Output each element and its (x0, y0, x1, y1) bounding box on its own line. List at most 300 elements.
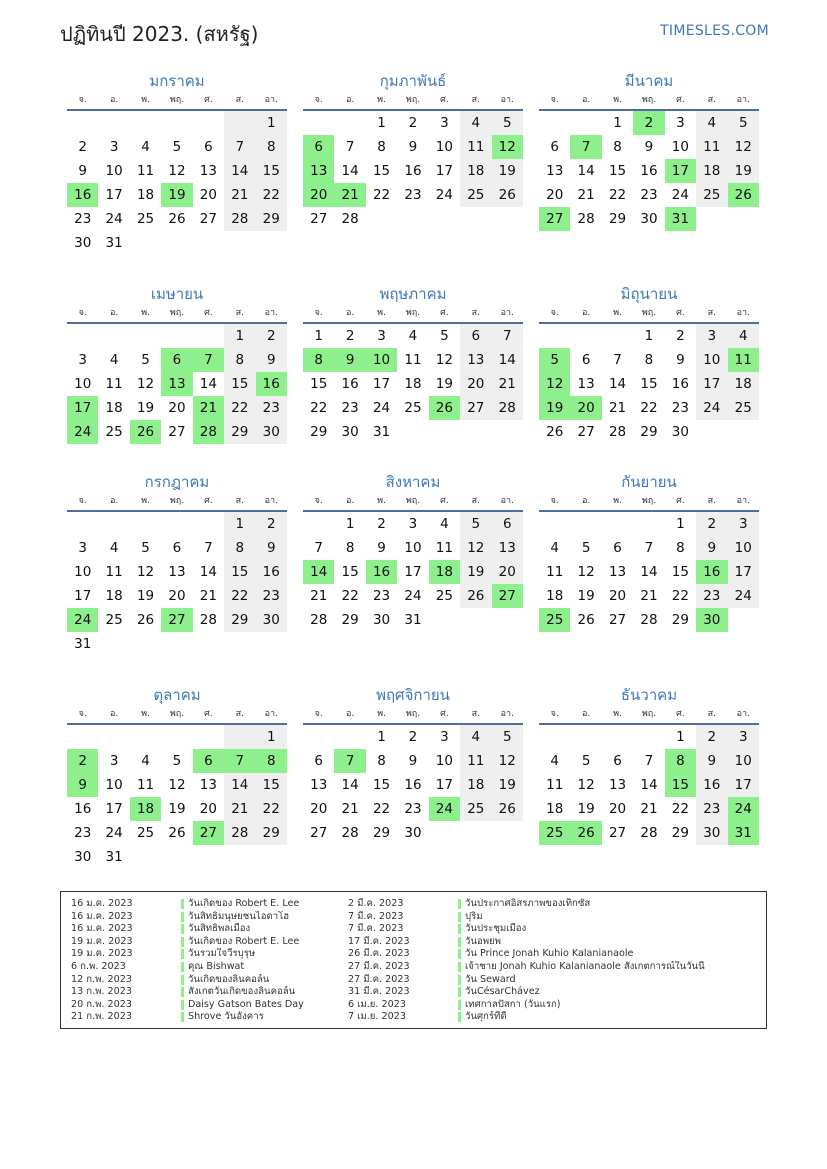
holiday-day-cell[interactable]: 12 (539, 372, 570, 396)
day-cell[interactable]: 11 (105, 376, 123, 392)
day-cell[interactable]: 31 (372, 424, 391, 440)
day-cell[interactable]: 16 (341, 376, 359, 392)
holiday-day-cell[interactable]: 16 (366, 560, 397, 584)
day-cell[interactable]: 6 (492, 512, 523, 536)
day-cell[interactable]: 21 (577, 187, 595, 203)
day-cell[interactable]: 18 (696, 159, 727, 183)
day-cell[interactable]: 20 (199, 801, 217, 817)
day-cell[interactable]: 23 (404, 801, 422, 817)
day-cell[interactable]: 14 (577, 163, 595, 179)
day-cell[interactable]: 1 (377, 115, 386, 131)
day-cell[interactable]: 8 (345, 540, 355, 556)
holiday-day-cell[interactable]: 25 (539, 821, 570, 845)
day-cell[interactable]: 20 (168, 588, 186, 604)
day-cell[interactable]: 18 (728, 372, 759, 396)
day-cell[interactable]: 12 (136, 564, 155, 580)
holiday-day-cell[interactable]: 27 (161, 608, 192, 632)
day-cell[interactable]: 28 (341, 825, 359, 841)
day-cell[interactable]: 31 (105, 235, 123, 251)
day-cell[interactable]: 10 (728, 536, 759, 560)
day-cell[interactable]: 20 (168, 400, 186, 416)
day-cell[interactable]: 2 (256, 512, 287, 536)
day-cell[interactable]: 26 (136, 612, 155, 628)
day-cell[interactable]: 28 (492, 396, 523, 420)
day-cell[interactable]: 19 (728, 159, 759, 183)
day-cell[interactable]: 11 (460, 135, 491, 159)
day-cell[interactable]: 2 (696, 725, 727, 749)
day-cell[interactable]: 10 (671, 139, 689, 155)
day-cell[interactable]: 5 (172, 753, 182, 769)
day-cell[interactable]: 27 (608, 825, 627, 841)
day-cell[interactable]: 31 (404, 612, 422, 628)
holiday-day-cell[interactable]: 6 (193, 749, 224, 773)
day-cell[interactable]: 22 (671, 801, 689, 817)
day-cell[interactable]: 12 (435, 352, 453, 368)
day-cell[interactable]: 11 (435, 540, 453, 556)
day-cell[interactable]: 3 (109, 139, 119, 155)
day-cell[interactable]: 15 (256, 159, 287, 183)
day-cell[interactable]: 8 (377, 753, 386, 769)
day-cell[interactable]: 16 (404, 777, 422, 793)
day-cell[interactable]: 26 (460, 584, 491, 608)
day-cell[interactable]: 9 (408, 753, 418, 769)
day-cell[interactable]: 23 (74, 825, 92, 841)
day-cell[interactable]: 4 (460, 111, 491, 135)
holiday-day-cell[interactable]: 19 (539, 396, 570, 420)
day-cell[interactable]: 1 (644, 328, 654, 344)
day-cell[interactable]: 28 (199, 612, 217, 628)
day-cell[interactable]: 23 (696, 797, 727, 821)
day-cell[interactable]: 6 (613, 540, 622, 556)
day-cell[interactable]: 1 (314, 328, 323, 344)
day-cell[interactable]: 21 (199, 588, 217, 604)
day-cell[interactable]: 9 (256, 536, 287, 560)
holiday-day-cell[interactable]: 26 (728, 183, 759, 207)
day-cell[interactable]: 29 (671, 612, 689, 628)
day-cell[interactable]: 25 (460, 797, 491, 821)
day-cell[interactable]: 28 (224, 207, 255, 231)
day-cell[interactable]: 27 (608, 612, 627, 628)
day-cell[interactable]: 15 (224, 560, 255, 584)
day-cell[interactable]: 4 (550, 540, 559, 556)
day-cell[interactable]: 11 (546, 777, 564, 793)
day-cell[interactable]: 21 (640, 801, 658, 817)
day-cell[interactable]: 14 (224, 159, 255, 183)
day-cell[interactable]: 10 (435, 139, 453, 155)
day-cell[interactable]: 24 (105, 825, 123, 841)
day-cell[interactable]: 7 (345, 139, 355, 155)
day-cell[interactable]: 29 (608, 211, 627, 227)
day-cell[interactable]: 12 (460, 536, 491, 560)
day-cell[interactable]: 2 (676, 328, 685, 344)
day-cell[interactable]: 22 (640, 400, 658, 416)
day-cell[interactable]: 17 (728, 773, 759, 797)
day-cell[interactable]: 3 (408, 516, 418, 532)
day-cell[interactable]: 25 (105, 424, 123, 440)
holiday-day-cell[interactable]: 27 (193, 821, 224, 845)
day-cell[interactable]: 28 (577, 211, 595, 227)
day-cell[interactable]: 17 (105, 187, 123, 203)
day-cell[interactable]: 12 (577, 777, 595, 793)
holiday-day-cell[interactable]: 30 (696, 608, 727, 632)
holiday-day-cell[interactable]: 8 (303, 348, 334, 372)
holiday-day-cell[interactable]: 13 (303, 159, 334, 183)
day-cell[interactable]: 3 (440, 115, 449, 131)
day-cell[interactable]: 4 (460, 725, 491, 749)
day-cell[interactable]: 22 (256, 183, 287, 207)
day-cell[interactable]: 26 (492, 183, 523, 207)
day-cell[interactable]: 5 (492, 725, 523, 749)
holiday-day-cell[interactable]: 26 (570, 821, 601, 845)
day-cell[interactable]: 3 (78, 540, 87, 556)
brand-logo-text[interactable]: TIMESLES.COM (660, 23, 769, 39)
day-cell[interactable]: 23 (74, 211, 92, 227)
day-cell[interactable]: 29 (224, 608, 255, 632)
day-cell[interactable]: 9 (408, 139, 418, 155)
holiday-day-cell[interactable]: 8 (256, 749, 287, 773)
holiday-day-cell[interactable]: 9 (67, 773, 98, 797)
holiday-day-cell[interactable]: 7 (193, 348, 224, 372)
day-cell[interactable]: 6 (581, 352, 591, 368)
day-cell[interactable]: 4 (141, 139, 150, 155)
day-cell[interactable]: 14 (492, 348, 523, 372)
holiday-day-cell[interactable]: 24 (429, 797, 460, 821)
day-cell[interactable]: 12 (577, 564, 595, 580)
day-cell[interactable]: 18 (460, 159, 491, 183)
day-cell[interactable]: 28 (341, 211, 359, 227)
day-cell[interactable]: 3 (728, 725, 759, 749)
day-cell[interactable]: 7 (314, 540, 323, 556)
day-cell[interactable]: 14 (608, 376, 627, 392)
day-cell[interactable]: 9 (696, 536, 727, 560)
day-cell[interactable]: 7 (204, 540, 213, 556)
day-cell[interactable]: 28 (310, 612, 328, 628)
day-cell[interactable]: 11 (460, 749, 491, 773)
day-cell[interactable]: 12 (136, 376, 155, 392)
day-cell[interactable]: 14 (640, 777, 658, 793)
day-cell[interactable]: 5 (581, 540, 591, 556)
day-cell[interactable]: 25 (136, 825, 155, 841)
day-cell[interactable]: 22 (256, 797, 287, 821)
day-cell[interactable]: 25 (696, 183, 727, 207)
day-cell[interactable]: 24 (671, 187, 689, 203)
day-cell[interactable]: 19 (435, 376, 453, 392)
day-cell[interactable]: 5 (581, 753, 591, 769)
day-cell[interactable]: 4 (728, 324, 759, 348)
day-cell[interactable]: 16 (640, 163, 658, 179)
day-cell[interactable]: 16 (74, 801, 92, 817)
day-cell[interactable]: 3 (377, 328, 386, 344)
day-cell[interactable]: 8 (377, 139, 386, 155)
day-cell[interactable]: 22 (671, 588, 689, 604)
holiday-day-cell[interactable]: 2 (633, 111, 664, 135)
day-cell[interactable]: 18 (404, 376, 422, 392)
day-cell[interactable]: 9 (377, 540, 386, 556)
day-cell[interactable]: 7 (613, 352, 622, 368)
day-cell[interactable]: 19 (492, 773, 523, 797)
day-cell[interactable]: 28 (640, 825, 658, 841)
day-cell[interactable]: 14 (199, 564, 217, 580)
day-cell[interactable]: 7 (644, 753, 654, 769)
day-cell[interactable]: 11 (404, 352, 422, 368)
day-cell[interactable]: 12 (168, 777, 186, 793)
day-cell[interactable]: 5 (492, 111, 523, 135)
day-cell[interactable]: 23 (696, 584, 727, 608)
holiday-day-cell[interactable]: 16 (256, 372, 287, 396)
holiday-day-cell[interactable]: 17 (665, 159, 696, 183)
day-cell[interactable]: 9 (256, 348, 287, 372)
day-cell[interactable]: 10 (74, 376, 92, 392)
day-cell[interactable]: 21 (224, 183, 255, 207)
day-cell[interactable]: 1 (377, 729, 386, 745)
holiday-day-cell[interactable]: 26 (130, 420, 161, 444)
holiday-day-cell[interactable]: 11 (728, 348, 759, 372)
day-cell[interactable]: 10 (74, 564, 92, 580)
holiday-day-cell[interactable]: 19 (161, 183, 192, 207)
day-cell[interactable]: 11 (696, 135, 727, 159)
day-cell[interactable]: 20 (460, 372, 491, 396)
day-cell[interactable]: 23 (372, 588, 391, 604)
day-cell[interactable]: 10 (435, 753, 453, 769)
day-cell[interactable]: 25 (136, 211, 155, 227)
day-cell[interactable]: 2 (377, 516, 386, 532)
day-cell[interactable]: 2 (408, 729, 418, 745)
day-cell[interactable]: 15 (671, 564, 689, 580)
day-cell[interactable]: 22 (224, 396, 255, 420)
holiday-day-cell[interactable]: 16 (696, 560, 727, 584)
day-cell[interactable]: 1 (256, 111, 287, 135)
day-cell[interactable]: 26 (168, 211, 186, 227)
day-cell[interactable]: 20 (608, 801, 627, 817)
day-cell[interactable]: 2 (408, 115, 418, 131)
day-cell[interactable]: 14 (341, 777, 359, 793)
day-cell[interactable]: 2 (696, 512, 727, 536)
day-cell[interactable]: 9 (644, 139, 654, 155)
day-cell[interactable]: 30 (372, 612, 391, 628)
day-cell[interactable]: 11 (136, 163, 155, 179)
day-cell[interactable]: 7 (224, 135, 255, 159)
day-cell[interactable]: 18 (105, 400, 123, 416)
day-cell[interactable]: 20 (199, 187, 217, 203)
day-cell[interactable]: 4 (696, 111, 727, 135)
day-cell[interactable]: 13 (168, 564, 186, 580)
day-cell[interactable]: 5 (141, 540, 150, 556)
day-cell[interactable]: 21 (341, 801, 359, 817)
day-cell[interactable]: 21 (492, 372, 523, 396)
day-cell[interactable]: 15 (256, 773, 287, 797)
day-cell[interactable]: 24 (372, 400, 391, 416)
day-cell[interactable]: 16 (696, 773, 727, 797)
day-cell[interactable]: 13 (608, 564, 627, 580)
holiday-day-cell[interactable]: 21 (193, 396, 224, 420)
holiday-day-cell[interactable]: 27 (539, 207, 570, 231)
day-cell[interactable]: 20 (310, 801, 328, 817)
day-cell[interactable]: 7 (492, 324, 523, 348)
day-cell[interactable]: 2 (256, 324, 287, 348)
holiday-day-cell[interactable]: 18 (130, 797, 161, 821)
holiday-day-cell[interactable]: 28 (193, 420, 224, 444)
day-cell[interactable]: 4 (550, 753, 559, 769)
holiday-day-cell[interactable]: 21 (334, 183, 365, 207)
day-cell[interactable]: 30 (74, 235, 92, 251)
day-cell[interactable]: 29 (310, 424, 328, 440)
day-cell[interactable]: 13 (546, 163, 564, 179)
day-cell[interactable]: 26 (546, 424, 564, 440)
day-cell[interactable]: 28 (224, 821, 255, 845)
holiday-day-cell[interactable]: 24 (728, 797, 759, 821)
day-cell[interactable]: 18 (105, 588, 123, 604)
day-cell[interactable]: 11 (105, 564, 123, 580)
holiday-day-cell[interactable]: 31 (665, 207, 696, 231)
day-cell[interactable]: 28 (608, 424, 627, 440)
day-cell[interactable]: 17 (728, 560, 759, 584)
day-cell[interactable]: 24 (105, 211, 123, 227)
day-cell[interactable]: 12 (492, 749, 523, 773)
holiday-day-cell[interactable]: 14 (303, 560, 334, 584)
day-cell[interactable]: 13 (199, 777, 217, 793)
day-cell[interactable]: 4 (440, 516, 449, 532)
day-cell[interactable]: 5 (728, 111, 759, 135)
day-cell[interactable]: 13 (577, 376, 595, 392)
day-cell[interactable]: 19 (492, 159, 523, 183)
day-cell[interactable]: 22 (372, 187, 391, 203)
day-cell[interactable]: 10 (696, 348, 727, 372)
day-cell[interactable]: 29 (671, 825, 689, 841)
day-cell[interactable]: 10 (404, 540, 422, 556)
day-cell[interactable]: 22 (341, 588, 359, 604)
day-cell[interactable]: 24 (404, 588, 422, 604)
holiday-day-cell[interactable]: 8 (665, 749, 696, 773)
day-cell[interactable]: 25 (105, 612, 123, 628)
day-cell[interactable]: 14 (199, 376, 217, 392)
day-cell[interactable]: 19 (168, 801, 186, 817)
day-cell[interactable]: 29 (640, 424, 658, 440)
holiday-day-cell[interactable]: 13 (161, 372, 192, 396)
day-cell[interactable]: 28 (640, 612, 658, 628)
day-cell[interactable]: 16 (256, 560, 287, 584)
day-cell[interactable]: 26 (168, 825, 186, 841)
holiday-day-cell[interactable]: 7 (224, 749, 255, 773)
day-cell[interactable]: 10 (105, 163, 123, 179)
day-cell[interactable]: 23 (256, 396, 287, 420)
day-cell[interactable]: 2 (78, 139, 87, 155)
day-cell[interactable]: 13 (199, 163, 217, 179)
day-cell[interactable]: 18 (546, 588, 564, 604)
day-cell[interactable]: 6 (172, 540, 182, 556)
holiday-day-cell[interactable]: 25 (539, 608, 570, 632)
day-cell[interactable]: 10 (105, 777, 123, 793)
day-cell[interactable]: 12 (728, 135, 759, 159)
day-cell[interactable]: 5 (172, 139, 182, 155)
day-cell[interactable]: 14 (640, 564, 658, 580)
day-cell[interactable]: 3 (440, 729, 449, 745)
day-cell[interactable]: 7 (644, 540, 654, 556)
holiday-day-cell[interactable]: 9 (334, 348, 365, 372)
day-cell[interactable]: 16 (404, 163, 422, 179)
day-cell[interactable]: 12 (168, 163, 186, 179)
day-cell[interactable]: 8 (676, 540, 685, 556)
day-cell[interactable]: 23 (341, 400, 359, 416)
day-cell[interactable]: 9 (696, 749, 727, 773)
day-cell[interactable]: 31 (105, 849, 123, 865)
day-cell[interactable]: 16 (671, 376, 689, 392)
day-cell[interactable]: 19 (577, 801, 595, 817)
day-cell[interactable]: 31 (74, 636, 92, 652)
day-cell[interactable]: 1 (224, 324, 255, 348)
day-cell[interactable]: 8 (644, 352, 654, 368)
day-cell[interactable]: 30 (640, 211, 658, 227)
day-cell[interactable]: 8 (256, 135, 287, 159)
day-cell[interactable]: 27 (460, 396, 491, 420)
day-cell[interactable]: 10 (728, 749, 759, 773)
day-cell[interactable]: 17 (74, 588, 92, 604)
day-cell[interactable]: 15 (372, 163, 391, 179)
day-cell[interactable]: 30 (256, 420, 287, 444)
day-cell[interactable]: 23 (404, 187, 422, 203)
holiday-day-cell[interactable]: 6 (303, 135, 334, 159)
day-cell[interactable]: 27 (310, 825, 328, 841)
day-cell[interactable]: 3 (109, 753, 119, 769)
day-cell[interactable]: 27 (168, 424, 186, 440)
day-cell[interactable]: 5 (440, 328, 449, 344)
day-cell[interactable]: 23 (671, 400, 689, 416)
day-cell[interactable]: 1 (676, 729, 685, 745)
day-cell[interactable]: 17 (696, 372, 727, 396)
day-cell[interactable]: 25 (728, 396, 759, 420)
day-cell[interactable]: 25 (404, 400, 422, 416)
day-cell[interactable]: 3 (676, 115, 685, 131)
day-cell[interactable]: 11 (546, 564, 564, 580)
day-cell[interactable]: 17 (404, 564, 422, 580)
day-cell[interactable]: 21 (608, 400, 627, 416)
day-cell[interactable]: 20 (546, 187, 564, 203)
day-cell[interactable]: 15 (224, 372, 255, 396)
day-cell[interactable]: 13 (608, 777, 627, 793)
day-cell[interactable]: 19 (577, 588, 595, 604)
holiday-day-cell[interactable]: 10 (366, 348, 397, 372)
day-cell[interactable]: 20 (492, 560, 523, 584)
day-cell[interactable]: 19 (136, 400, 155, 416)
day-cell[interactable]: 17 (372, 376, 391, 392)
day-cell[interactable]: 25 (460, 183, 491, 207)
day-cell[interactable]: 18 (460, 773, 491, 797)
day-cell[interactable]: 1 (224, 512, 255, 536)
holiday-day-cell[interactable]: 26 (429, 396, 460, 420)
holiday-day-cell[interactable]: 20 (570, 396, 601, 420)
day-cell[interactable]: 9 (676, 352, 685, 368)
day-cell[interactable]: 27 (310, 211, 328, 227)
day-cell[interactable]: 30 (74, 849, 92, 865)
day-cell[interactable]: 24 (728, 584, 759, 608)
day-cell[interactable]: 5 (141, 352, 150, 368)
day-cell[interactable]: 4 (141, 753, 150, 769)
day-cell[interactable]: 26 (492, 797, 523, 821)
day-cell[interactable]: 13 (310, 777, 328, 793)
day-cell[interactable]: 13 (460, 348, 491, 372)
day-cell[interactable]: 2 (345, 328, 355, 344)
day-cell[interactable]: 14 (341, 163, 359, 179)
day-cell[interactable]: 1 (345, 516, 355, 532)
day-cell[interactable]: 18 (546, 801, 564, 817)
holiday-day-cell[interactable]: 7 (334, 749, 365, 773)
holiday-day-cell[interactable]: 18 (429, 560, 460, 584)
day-cell[interactable]: 6 (204, 139, 213, 155)
day-cell[interactable]: 22 (224, 584, 255, 608)
day-cell[interactable]: 22 (372, 801, 391, 817)
day-cell[interactable]: 15 (372, 777, 391, 793)
day-cell[interactable]: 4 (408, 328, 418, 344)
day-cell[interactable]: 1 (676, 516, 685, 532)
